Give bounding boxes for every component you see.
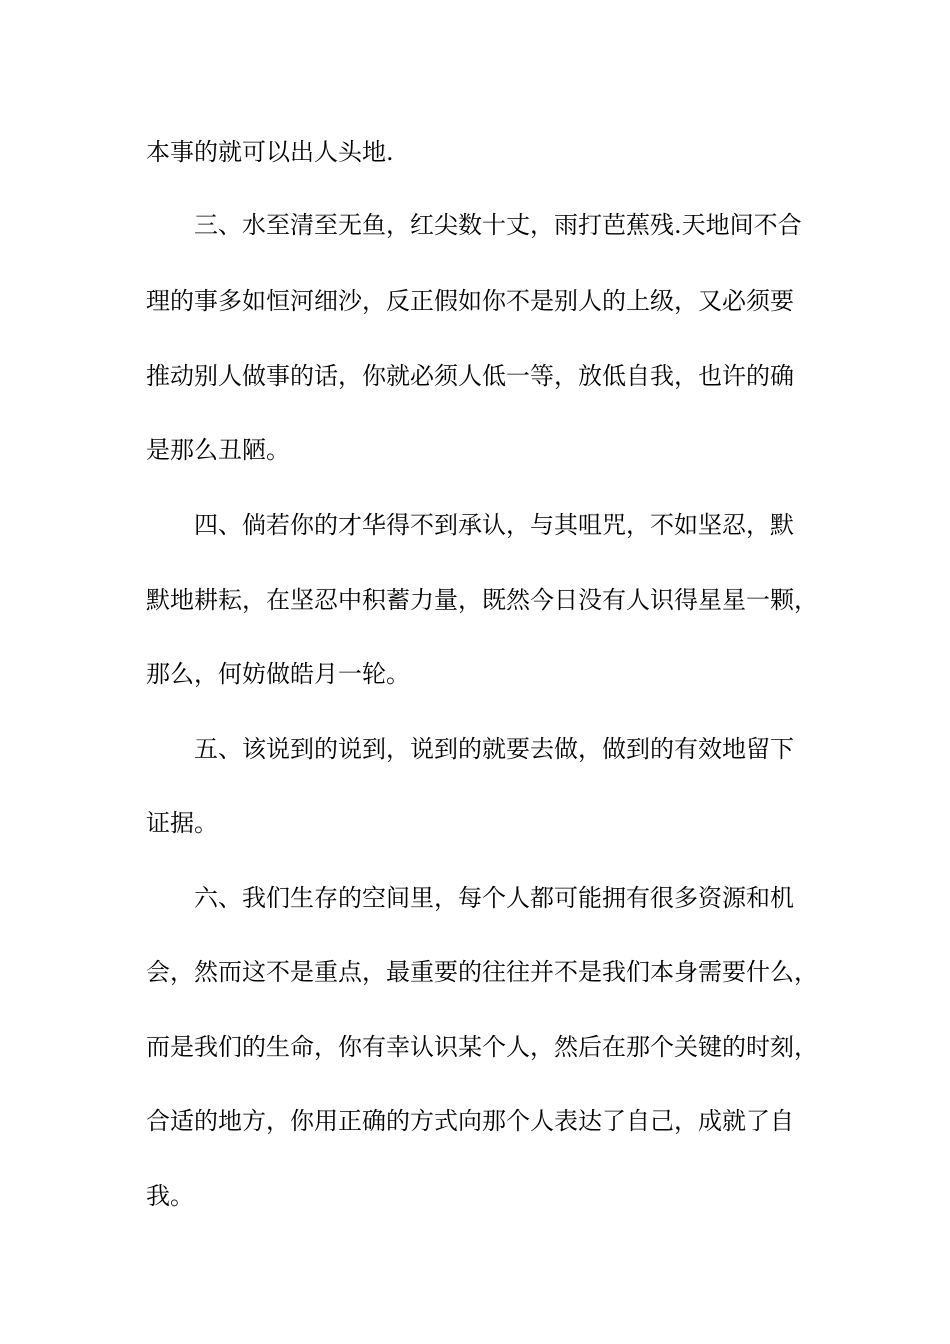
paragraph-4-line-2: 默地耕耘，在坚忍中积蓄力量，既然今日没有人识得星星一颗， [146, 586, 818, 614]
paragraph-3-line-4: 是那么丑陋。 [146, 436, 290, 464]
paragraph-6-line-1: 六、我们生存的空间里，每个人都可能拥有很多资源和机 [194, 884, 794, 912]
paragraph-6-line-5: 我。 [146, 1182, 194, 1210]
paragraph-6-line-2: 会，然而这不是重点，最重要的往往并不是我们本身需要什么， [146, 958, 818, 986]
paragraph-3-line-3: 推动别人做事的话，你就必须人低一等，放低自我，也许的确 [146, 362, 794, 390]
paragraph-3-line-1: 三、水至清至无鱼，红尖数十丈，雨打芭蕉残.天地间不合 [194, 211, 802, 239]
paragraph-5-line-2: 证据。 [146, 809, 218, 837]
paragraph-4-line-3: 那么，何妨做皓月一轮。 [146, 660, 410, 688]
paragraph-4-line-1: 四、倘若你的才华得不到承认，与其咀咒，不如坚忍，默 [194, 511, 794, 539]
paragraph-3-line-2: 理的事多如恒河细沙，反正假如你不是别人的上级，又必须要 [146, 287, 794, 315]
paragraph-6-line-4: 合适的地方，你用正确的方式向那个人表达了自己，成就了自 [146, 1107, 794, 1135]
paragraph-6-line-3: 而是我们的生命，你有幸认识某个人，然后在那个关键的时刻， [146, 1033, 818, 1061]
text-line-1: 本事的就可以出人头地. [146, 138, 394, 166]
paragraph-5-line-1: 五、该说到的说到，说到的就要去做，做到的有效地留下 [194, 735, 794, 763]
